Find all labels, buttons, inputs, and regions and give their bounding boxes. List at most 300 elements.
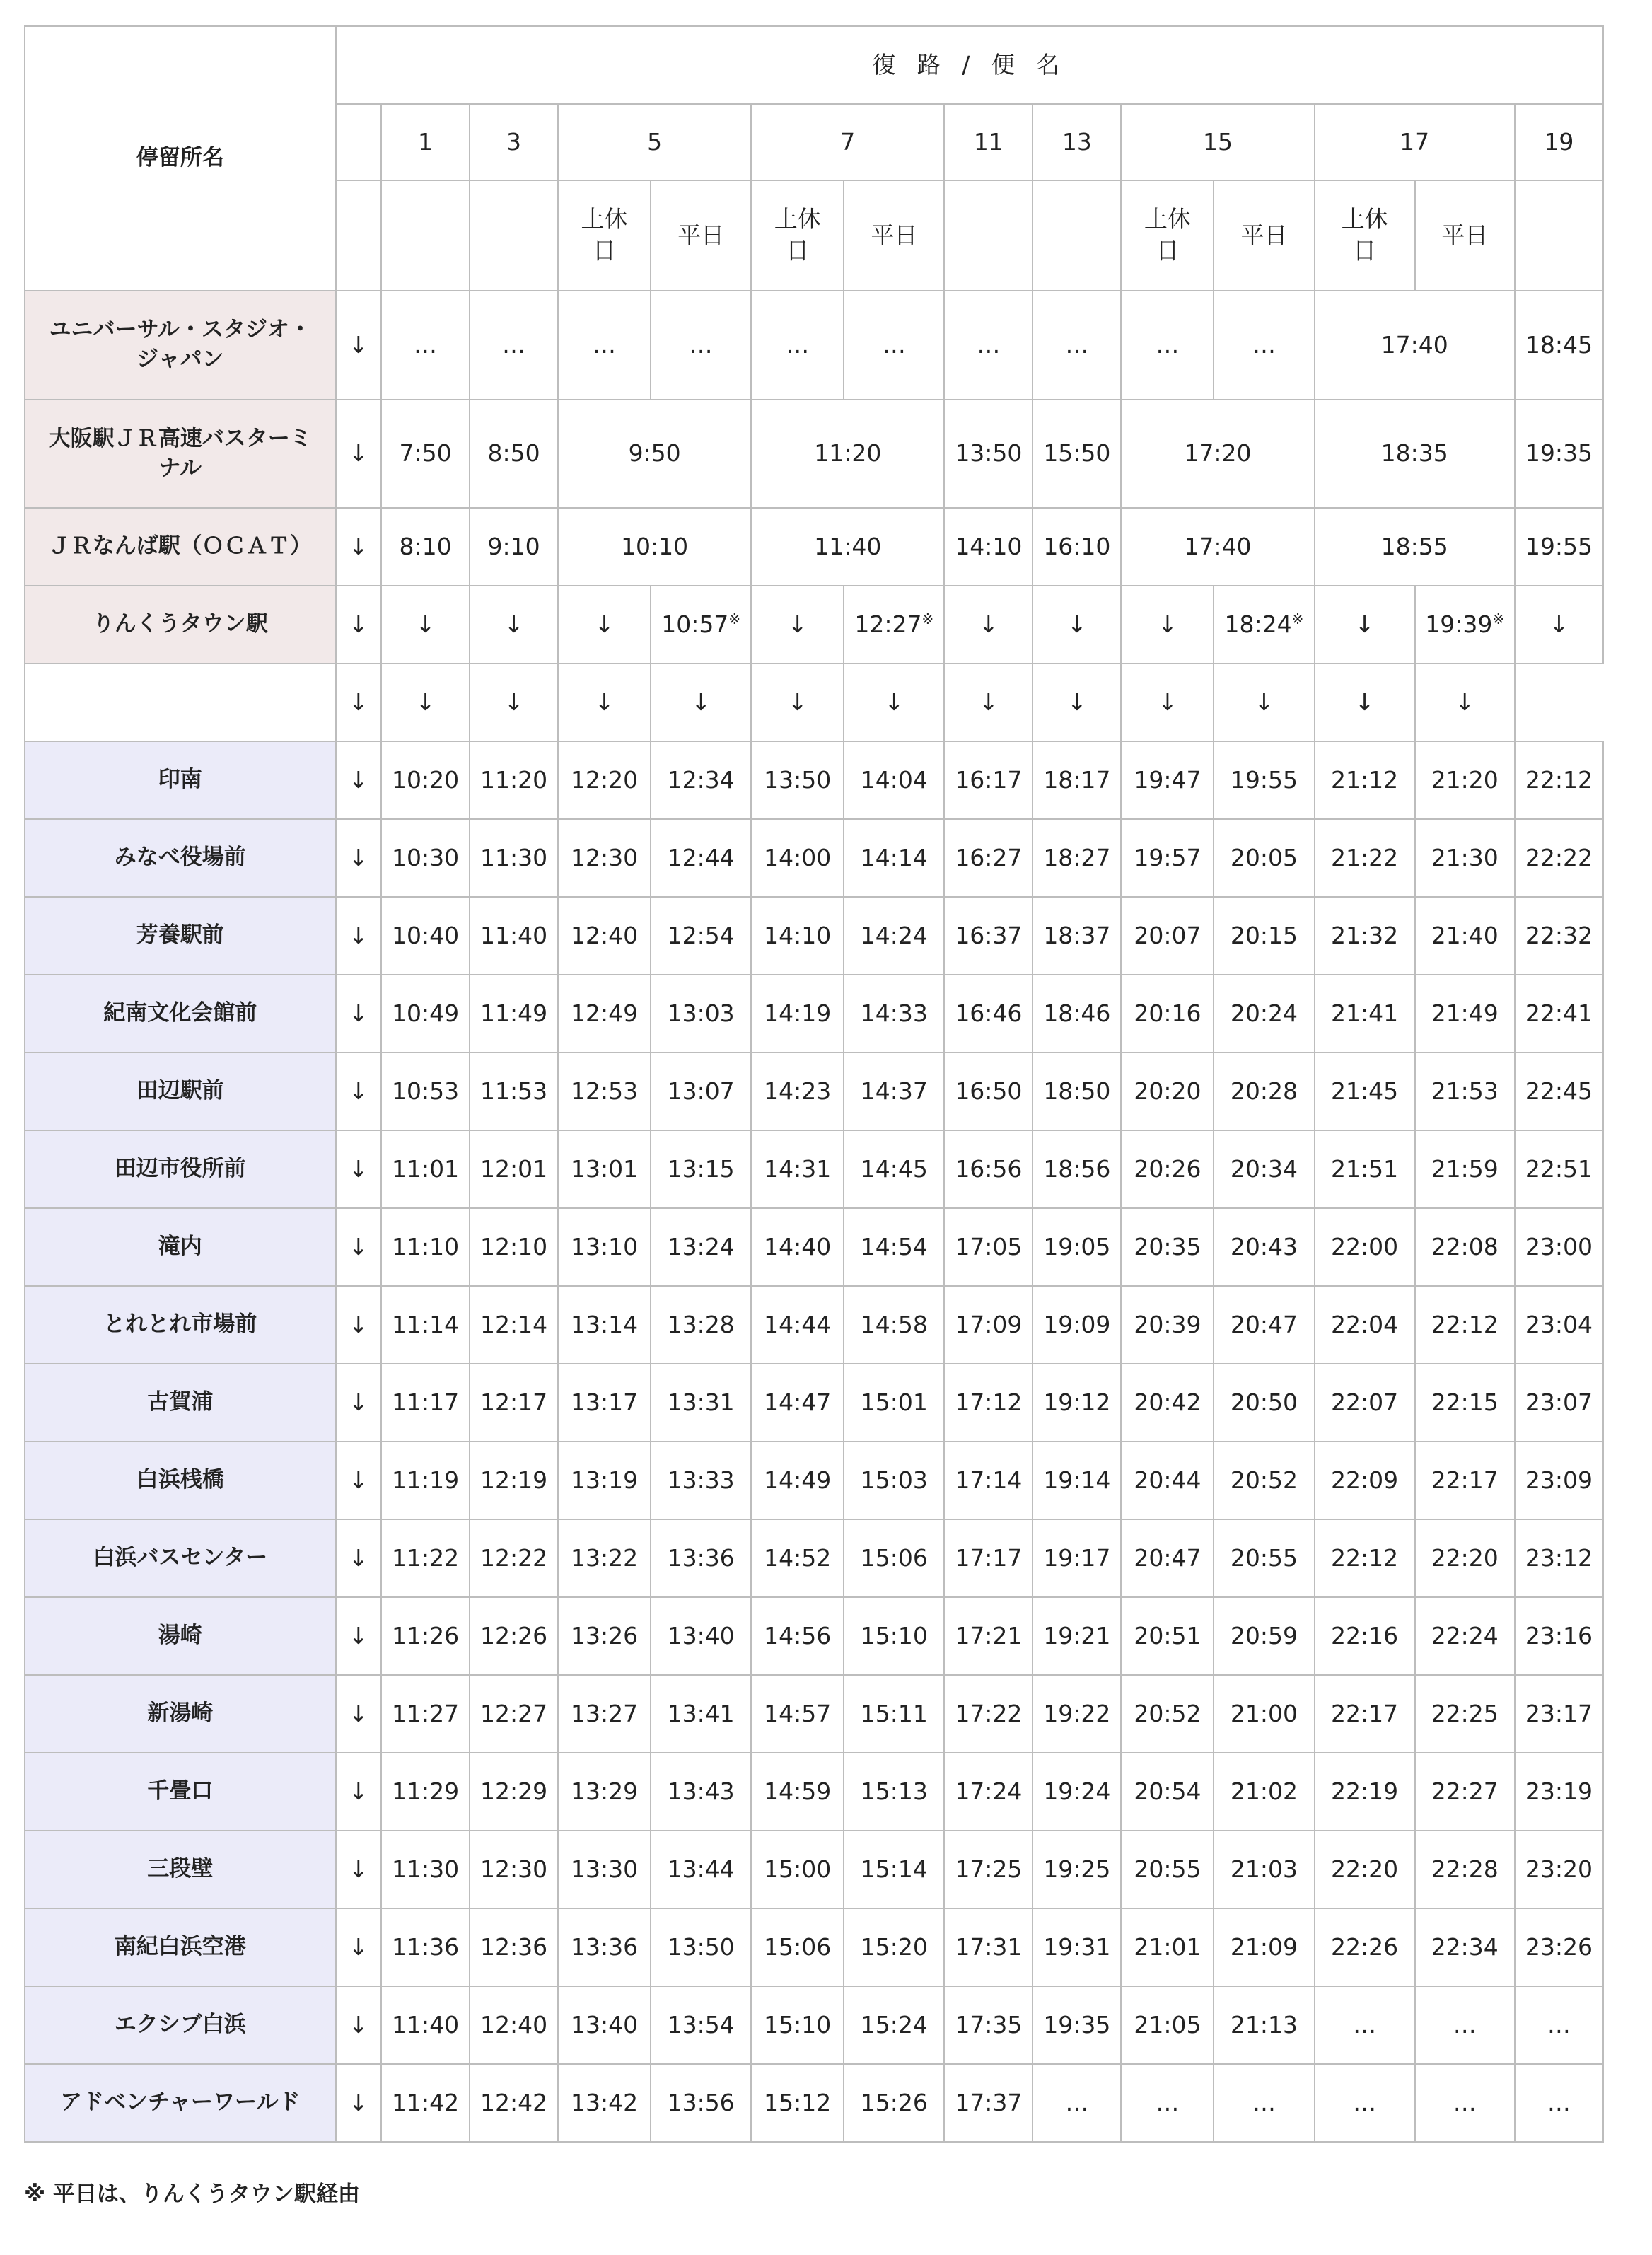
time-cell: 15:20 [844,1908,944,1986]
stop-row [25,1753,1603,1831]
time-cell: 10:30 [381,819,470,897]
down-arrow: ↓ [336,586,382,663]
trip-number: 7 [751,104,944,180]
time-cell: 11:40 [751,508,944,586]
time-cell: 22:16 [1315,1597,1415,1675]
time-cell: 9:10 [470,508,558,586]
time-cell: 23:12 [1515,1519,1603,1597]
time-cell: 20:51 [1121,1597,1214,1675]
time-cell: 14:52 [751,1519,844,1597]
time-cell: 20:50 [1214,1364,1314,1442]
time-cell: 12:53 [558,1053,651,1130]
day-type-weekday: 平日 [1415,180,1515,291]
time-cell: 14:47 [751,1364,844,1442]
time-cell: 13:22 [558,1519,651,1597]
time-cell: 13:10 [558,1208,651,1286]
down-arrow: ↓ [336,1831,382,1908]
trip-number: 11 [944,104,1032,180]
down-arrow: ↓ [336,819,382,897]
time-cell: 10:10 [558,508,751,586]
time-cell: 22:20 [1315,1831,1415,1908]
pass-arrow: ↓ [381,586,470,663]
stop-name: 南紀白浜空港 [25,1908,336,1986]
time-cell: 8:10 [381,508,470,586]
stop-name: 紀南文化会館前 [25,975,336,1053]
time-cell: 13:29 [558,1753,651,1831]
pass-arrow: ↓ [336,663,382,741]
note-mark: ※ [921,610,934,627]
time-cell: 22:19 [1315,1753,1415,1831]
stop-row [25,1675,1603,1753]
pass-arrow: ↓ [651,663,751,741]
time-cell: 22:08 [1415,1208,1515,1286]
time-cell: 18:56 [1032,1130,1121,1208]
time-cell: 10:49 [381,975,470,1053]
time-cell: 12:29 [470,1753,558,1831]
time-cell: 12:40 [470,1986,558,2064]
day-type-weekday: 平日 [844,180,944,291]
down-arrow: ↓ [336,2064,382,2142]
time-cell: 14:10 [944,508,1032,586]
time-cell: 11:26 [381,1597,470,1675]
time-cell: 15:00 [751,1831,844,1908]
stop-name: 芳養駅前 [25,897,336,975]
down-arrow: ↓ [336,1753,382,1831]
time-cell: 15:14 [844,1831,944,1908]
time-cell: 13:19 [558,1442,651,1519]
footnote: ※ 平日は、りんくうタウン駅経由 [24,2181,360,2207]
day-type-holiday: 土休日 [1121,180,1214,291]
time-cell: 21:30 [1415,819,1515,897]
time-cell: 12:20 [558,741,651,819]
time-cell: 14:33 [844,975,944,1053]
time-cell: 16:27 [944,819,1032,897]
time-cell: 13:50 [944,400,1032,508]
stop-row [25,1364,1603,1442]
time-cell: … [1121,291,1214,400]
time-cell: 22:17 [1415,1442,1515,1519]
stop-row [25,1597,1603,1675]
stop-name: アドベンチャーワールド [25,2064,336,2142]
time-cell: 22:17 [1315,1675,1415,1753]
time-cell: 22:41 [1515,975,1603,1053]
time-cell: 14:59 [751,1753,844,1831]
time-cell: 12:49 [558,975,651,1053]
day-type-holiday: 土休日 [1315,180,1415,291]
time-cell: 13:50 [751,741,844,819]
time-cell: 17:40 [1121,508,1314,586]
time-cell: 20:39 [1121,1286,1214,1364]
time-cell: 13:36 [651,1519,751,1597]
time-cell: 17:05 [944,1208,1032,1286]
time-cell: 13:40 [651,1597,751,1675]
time-cell: 21:22 [1315,819,1415,897]
stop-row-osaka [25,400,1603,508]
time-cell: … [1415,2064,1515,2142]
time-cell: 22:12 [1515,741,1603,819]
stop-row [25,1519,1603,1597]
time-cell: 21:32 [1315,897,1415,975]
time-cell: 20:44 [1121,1442,1214,1519]
stop-name: 新湯崎 [25,1675,336,1753]
down-arrow: ↓ [336,508,382,586]
time-cell: 13:24 [651,1208,751,1286]
time-cell: 16:37 [944,897,1032,975]
time-cell: 11:40 [470,897,558,975]
time-cell: 20:52 [1121,1675,1214,1753]
pass-arrow: ↓ [1315,586,1415,663]
time-cell: 23:26 [1515,1908,1603,1986]
time-cell: 19:35 [1032,1986,1121,2064]
time-cell: 14:57 [751,1675,844,1753]
time-cell: 17:22 [944,1675,1032,1753]
time-cell: 12:42 [470,2064,558,2142]
time-cell: … [381,291,470,400]
blank-stop-cell [25,663,336,741]
time-cell: 20:15 [1214,897,1314,975]
time-cell: … [1515,2064,1603,2142]
pass-arrow: ↓ [558,663,651,741]
down-arrow: ↓ [336,1364,382,1442]
time-cell: 22:25 [1415,1675,1515,1753]
time-cell: 18:27 [1032,819,1121,897]
pass-arrow: ↓ [1032,586,1121,663]
time-cell: … [1214,291,1314,400]
stop-row [25,897,1603,975]
time-cell: 20:47 [1121,1519,1214,1597]
trip-number: 17 [1315,104,1515,180]
time-cell: … [470,291,558,400]
time-cell: 12:40 [558,897,651,975]
time-cell: 19:57 [1121,819,1214,897]
time-cell: 12:10 [470,1208,558,1286]
trip-number: 3 [470,104,558,180]
trip-number: 19 [1515,104,1603,180]
stop-name: 大阪駅ＪＲ高速バスターミナル [25,400,336,508]
time-cell: 16:17 [944,741,1032,819]
down-arrow: ↓ [336,291,382,400]
time-cell: 22:34 [1415,1908,1515,1986]
time-cell: 15:10 [751,1986,844,2064]
time-cell: 18:17 [1032,741,1121,819]
time-cell: 13:42 [558,2064,651,2142]
time-cell: 21:02 [1214,1753,1314,1831]
time-cell: … [1032,2064,1121,2142]
time-cell: 14:14 [844,819,944,897]
time-cell: 15:03 [844,1442,944,1519]
time-cell: 13:15 [651,1130,751,1208]
time-cell: … [1121,2064,1214,2142]
time-cell: 11:17 [381,1364,470,1442]
time-cell: 22:04 [1315,1286,1415,1364]
time-cell: 13:36 [558,1908,651,1986]
time-cell: 10:40 [381,897,470,975]
time-cell: 15:12 [751,2064,844,2142]
stop-name: りんくうタウン駅 [25,586,336,663]
pass-arrow: ↓ [751,586,844,663]
time-cell: 18:35 [1315,400,1515,508]
time-cell: 13:31 [651,1364,751,1442]
time-cell: 12:19 [470,1442,558,1519]
stop-name: ユニバーサル・スタジオ・ジャパン [25,291,336,400]
time-cell: 22:12 [1315,1519,1415,1597]
stop-row [25,741,1603,819]
time-cell: 20:54 [1121,1753,1214,1831]
time-cell: 23:19 [1515,1753,1603,1831]
time-cell: 19:09 [1032,1286,1121,1364]
time-cell: 13:28 [651,1286,751,1364]
time-cell: 11:22 [381,1519,470,1597]
trip-number: 5 [558,104,751,180]
stop-row [25,1442,1603,1519]
time-cell: 14:19 [751,975,844,1053]
down-arrow: ↓ [336,1675,382,1753]
time-cell: 13:14 [558,1286,651,1364]
time-cell: 20:20 [1121,1053,1214,1130]
down-arrow: ↓ [336,1053,382,1130]
time-cell: 12:36 [470,1908,558,1986]
time-cell: 11:20 [751,400,944,508]
time-cell: 17:17 [944,1519,1032,1597]
time-value: 19:39 [1425,610,1493,638]
pass-arrow: ↓ [844,663,944,741]
time-cell: 14:49 [751,1442,844,1519]
time-cell: 11:42 [381,2064,470,2142]
time-cell: 23:09 [1515,1442,1603,1519]
time-cell: 14:54 [844,1208,944,1286]
trip-number: 15 [1121,104,1314,180]
time-cell: 13:01 [558,1130,651,1208]
time-cell: 13:43 [651,1753,751,1831]
time-cell: 11:01 [381,1130,470,1208]
time-cell: 13:44 [651,1831,751,1908]
down-arrow: ↓ [336,1519,382,1597]
trip-number: 1 [381,104,470,180]
note-mark: ※ [1492,610,1505,627]
time-cell: 15:11 [844,1675,944,1753]
time-cell: 11:53 [470,1053,558,1130]
time-cell [844,586,944,663]
stop-row [25,975,1603,1053]
time-cell [1415,586,1515,663]
day-type-weekday: 平日 [651,180,751,291]
time-cell: 21:01 [1121,1908,1214,1986]
day-type-holiday: 土休日 [751,180,844,291]
time-cell: 21:53 [1415,1053,1515,1130]
pass-arrow: ↓ [1415,663,1515,741]
timetable [24,25,1604,2143]
time-cell: 15:06 [751,1908,844,1986]
time-cell: 11:49 [470,975,558,1053]
note-mark: ※ [728,610,741,627]
time-cell: 20:07 [1121,897,1214,975]
day-type-weekday: 平日 [1214,180,1314,291]
down-arrow: ↓ [336,1130,382,1208]
time-cell: 20:16 [1121,975,1214,1053]
time-cell: 22:20 [1415,1519,1515,1597]
time-cell: 11:29 [381,1753,470,1831]
stop-name: ＪＲなんば駅（ＯＣＡＴ） [25,508,336,586]
time-cell: 21:00 [1214,1675,1314,1753]
pass-arrow: ↓ [470,663,558,741]
stop-row [25,819,1603,897]
time-cell: 17:35 [944,1986,1032,2064]
time-cell: 14:44 [751,1286,844,1364]
time-cell: 21:12 [1315,741,1415,819]
time-cell: 21:51 [1315,1130,1415,1208]
time-cell: 14:40 [751,1208,844,1286]
time-cell: 12:17 [470,1364,558,1442]
time-cell: 13:30 [558,1831,651,1908]
stop-row-rinku [25,586,1603,663]
stop-name: みなべ役場前 [25,819,336,897]
time-cell: 14:45 [844,1130,944,1208]
time-cell: 12:22 [470,1519,558,1597]
down-arrow: ↓ [336,1908,382,1986]
time-cell: 23:07 [1515,1364,1603,1442]
time-cell: 14:23 [751,1053,844,1130]
time-cell: 20:34 [1214,1130,1314,1208]
time-cell: 14:31 [751,1130,844,1208]
down-arrow: ↓ [336,1286,382,1364]
time-cell: 20:26 [1121,1130,1214,1208]
pass-arrow: ↓ [1214,663,1314,741]
stop-name: 千畳口 [25,1753,336,1831]
return-trip-title: 復 路 / 便 名 [336,26,1603,104]
pass-arrow: ↓ [944,586,1032,663]
time-cell: … [1315,1986,1415,2064]
time-cell: 13:50 [651,1908,751,1986]
time-cell: 20:59 [1214,1597,1314,1675]
time-cell: 20:55 [1214,1519,1314,1597]
time-cell: 20:43 [1214,1208,1314,1286]
time-cell: 20:47 [1214,1286,1314,1364]
time-cell: 22:07 [1315,1364,1415,1442]
pass-arrow: ↓ [1121,586,1214,663]
stop-row [25,1130,1603,1208]
time-cell: 17:20 [1121,400,1314,508]
time-cell: 22:28 [1415,1831,1515,1908]
stop-name: 湯崎 [25,1597,336,1675]
time-cell: 18:55 [1315,508,1515,586]
time-cell: 11:30 [381,1831,470,1908]
transit-arrow-row [25,663,1603,741]
time-cell: 21:20 [1415,741,1515,819]
time-cell: 17:14 [944,1442,1032,1519]
stop-row [25,1986,1603,2064]
time-cell: 12:54 [651,897,751,975]
time-value: 12:27 [854,610,922,638]
time-cell: 17:21 [944,1597,1032,1675]
time-cell: 20:24 [1214,975,1314,1053]
time-cell: 12:26 [470,1597,558,1675]
time-cell [1214,586,1314,663]
time-cell: 21:41 [1315,975,1415,1053]
pass-arrow: ↓ [381,663,470,741]
stop-name: 印南 [25,741,336,819]
time-cell: 19:17 [1032,1519,1121,1597]
time-cell: 11:10 [381,1208,470,1286]
time-cell: 14:56 [751,1597,844,1675]
time-cell: 17:24 [944,1753,1032,1831]
time-cell: 13:03 [651,975,751,1053]
time-cell: 19:47 [1121,741,1214,819]
down-arrow: ↓ [336,1597,382,1675]
time-cell: 21:45 [1315,1053,1415,1130]
stop-name: とれとれ市場前 [25,1286,336,1364]
time-cell: 18:50 [1032,1053,1121,1130]
time-cell: 21:09 [1214,1908,1314,1986]
stop-row [25,1831,1603,1908]
time-cell: 11:20 [470,741,558,819]
time-cell: 22:09 [1315,1442,1415,1519]
time-cell: 15:13 [844,1753,944,1831]
stop-row-namba [25,508,1603,586]
time-cell: 20:28 [1214,1053,1314,1130]
down-arrow: ↓ [336,1442,382,1519]
stop-row [25,1053,1603,1130]
time-cell: 16:10 [1032,508,1121,586]
stop-row [25,1908,1603,1986]
time-cell: … [1032,291,1121,400]
time-cell: 20:05 [1214,819,1314,897]
pass-arrow: ↓ [1121,663,1214,741]
time-cell: 21:40 [1415,897,1515,975]
time-cell: … [1415,1986,1515,2064]
pass-arrow: ↓ [1315,663,1415,741]
down-arrow: ↓ [336,741,382,819]
time-cell: 13:07 [651,1053,751,1130]
time-cell: 17:25 [944,1831,1032,1908]
stop-name: 田辺市役所前 [25,1130,336,1208]
time-cell: 11:36 [381,1908,470,1986]
time-cell: … [1214,2064,1314,2142]
time-cell: 14:04 [844,741,944,819]
stop-name: エクシブ白浜 [25,1986,336,2064]
time-cell: … [651,291,751,400]
stop-name: 三段壁 [25,1831,336,1908]
time-cell: 22:00 [1315,1208,1415,1286]
time-cell: 12:34 [651,741,751,819]
down-arrow: ↓ [336,400,382,508]
time-cell: 16:46 [944,975,1032,1053]
time-cell: 13:41 [651,1675,751,1753]
stop-name: 白浜バスセンター [25,1519,336,1597]
time-cell: 23:16 [1515,1597,1603,1675]
down-arrow: ↓ [336,897,382,975]
time-cell: 17:12 [944,1364,1032,1442]
pass-arrow: ↓ [558,586,651,663]
note-mark: ※ [1291,610,1304,627]
time-cell: … [944,291,1032,400]
time-cell: 9:50 [558,400,751,508]
stop-name: 古賀浦 [25,1364,336,1442]
time-cell: 19:14 [1032,1442,1121,1519]
time-cell: 15:50 [1032,400,1121,508]
time-cell: 13:33 [651,1442,751,1519]
pass-arrow: ↓ [1032,663,1121,741]
time-cell: 21:59 [1415,1130,1515,1208]
time-cell: 17:31 [944,1908,1032,1986]
stop-row [25,1286,1603,1364]
time-cell: 22:12 [1415,1286,1515,1364]
time-cell: 20:55 [1121,1831,1214,1908]
time-cell: 12:44 [651,819,751,897]
time-cell: 13:27 [558,1675,651,1753]
time-cell: 15:24 [844,1986,944,2064]
time-cell: 15:26 [844,2064,944,2142]
time-cell: 20:35 [1121,1208,1214,1286]
